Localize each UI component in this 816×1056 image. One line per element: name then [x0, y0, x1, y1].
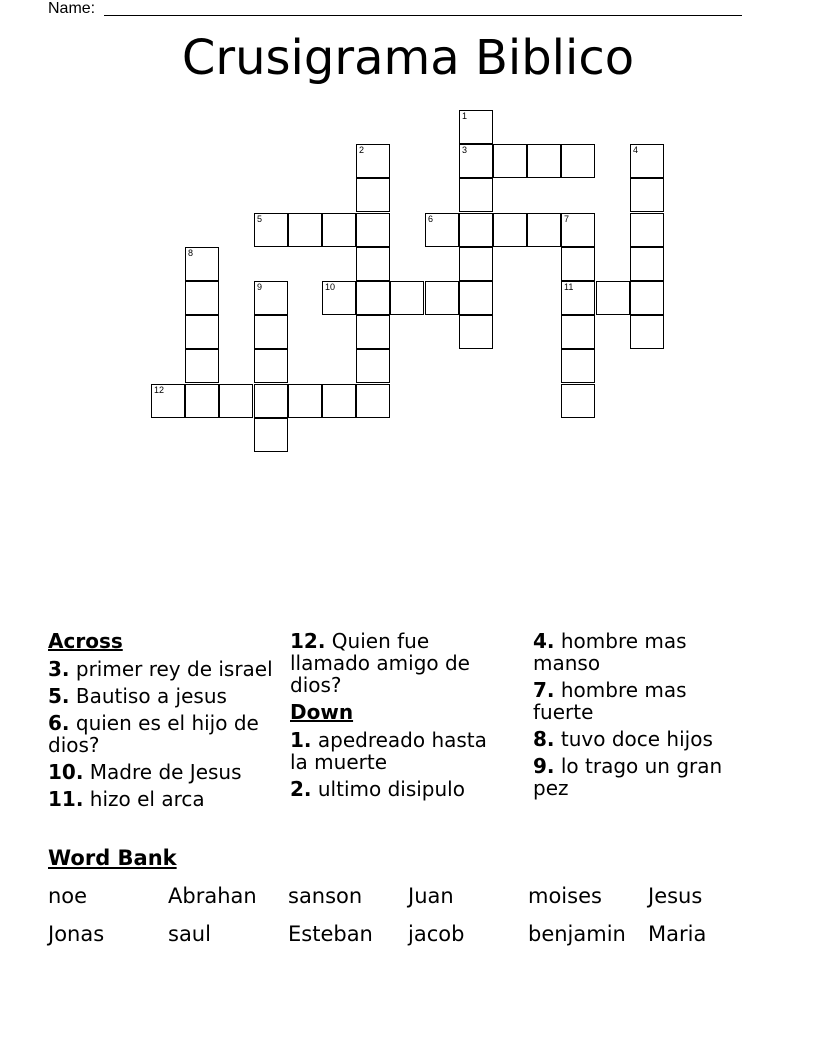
crossword-cell[interactable] — [630, 178, 664, 212]
crossword-cell[interactable] — [493, 144, 527, 178]
clue-text: hizo el arca — [89, 787, 205, 811]
crossword-cell-number: 10 — [325, 282, 336, 292]
clue-text: Madre de Jesus — [89, 760, 242, 784]
crossword-cell[interactable] — [390, 281, 424, 315]
clue-number: 1. — [290, 728, 312, 752]
clue-number: 2. — [290, 777, 312, 801]
clue-across-5 — [48, 685, 284, 707]
word-bank-heading: Word Bank — [48, 846, 177, 870]
crossword-cell-number: 3 — [462, 145, 468, 155]
word-bank-item: sanson — [288, 884, 363, 908]
name-blank-line[interactable] — [104, 15, 742, 16]
clue-number: 10. — [48, 760, 84, 784]
crossword-cell-number: 2 — [359, 145, 365, 155]
clue-down-9 — [533, 755, 753, 799]
crossword-cell-number: 4 — [633, 145, 639, 155]
across-heading: Across — [48, 629, 123, 653]
crossword-cell[interactable] — [254, 384, 288, 418]
name-label: Name: — [48, 0, 96, 17]
crossword-cell[interactable] — [356, 315, 390, 349]
clue-text: hombre mas fuerte — [533, 678, 687, 724]
crossword-cell[interactable] — [185, 349, 219, 383]
crossword-cell[interactable] — [219, 384, 253, 418]
crossword-cell[interactable] — [356, 178, 390, 212]
crossword-cell-number: 5 — [257, 214, 263, 224]
crossword-cell[interactable] — [254, 281, 288, 315]
crossword-cell[interactable] — [561, 349, 595, 383]
crossword-cell[interactable] — [561, 384, 595, 418]
clue-down-1 — [290, 729, 510, 773]
clue-down-7 — [533, 679, 753, 723]
crossword-cell[interactable] — [596, 281, 630, 315]
crossword-cell[interactable] — [288, 384, 322, 418]
page-title: Crusigrama Biblico — [181, 30, 635, 86]
clue-down-8 — [533, 728, 753, 750]
clue-number: 4. — [533, 629, 555, 653]
clue-number: 5. — [48, 684, 70, 708]
crossword-cell[interactable] — [356, 247, 390, 281]
clue-text: quien es el hijo de dios? — [48, 711, 259, 757]
crossword-cell[interactable] — [459, 110, 493, 144]
crossword-cell-number: 8 — [188, 248, 194, 258]
crossword-cell[interactable] — [459, 144, 493, 178]
crossword-cell[interactable] — [254, 349, 288, 383]
crossword-cell[interactable] — [561, 144, 595, 178]
clue-text: hombre mas manso — [533, 629, 687, 675]
word-bank-item: Juan — [408, 884, 454, 908]
crossword-cell[interactable] — [459, 178, 493, 212]
clues-column-3 — [533, 630, 753, 804]
clue-across-6 — [48, 712, 284, 756]
clue-down-2 — [290, 778, 510, 800]
name-line — [48, 0, 95, 18]
crossword-cell[interactable] — [459, 315, 493, 349]
crossword-cell[interactable] — [425, 281, 459, 315]
crossword-cell[interactable] — [561, 281, 595, 315]
word-bank-item: moises — [528, 884, 602, 908]
crossword-cell[interactable] — [356, 213, 390, 247]
crossword-cell-number: 11 — [564, 282, 574, 292]
clue-text: primer rey de israel — [75, 657, 273, 681]
clue-across-12 — [290, 630, 510, 696]
crossword-cell[interactable] — [630, 281, 664, 315]
clue-across-3 — [48, 658, 284, 680]
crossword-cell[interactable] — [356, 349, 390, 383]
word-bank-item: benjamin — [528, 922, 626, 946]
clues-column-2 — [290, 630, 510, 805]
crossword-cell[interactable] — [254, 315, 288, 349]
crossword-cell[interactable] — [527, 213, 561, 247]
clue-text: lo trago un gran pez — [533, 754, 723, 800]
clue-number: 7. — [533, 678, 555, 702]
clue-text: Bautiso a jesus — [75, 684, 227, 708]
crossword-cell[interactable] — [561, 213, 595, 247]
crossword-cell[interactable] — [527, 144, 561, 178]
clue-text: ultimo disipulo — [317, 777, 465, 801]
crossword-cell-number: 7 — [564, 214, 570, 224]
crossword-cell[interactable] — [561, 247, 595, 281]
word-bank-item: jacob — [408, 922, 465, 946]
clue-across-11 — [48, 788, 284, 810]
crossword-cell[interactable] — [493, 213, 527, 247]
crossword-cell[interactable] — [185, 315, 219, 349]
clue-number: 11. — [48, 787, 84, 811]
clue-across-10 — [48, 761, 284, 783]
clue-number: 6. — [48, 711, 70, 735]
crossword-cell[interactable] — [322, 384, 356, 418]
crossword-cell[interactable] — [151, 384, 185, 418]
crossword-cell[interactable] — [630, 144, 664, 178]
crossword-cell-number: 9 — [257, 282, 263, 292]
word-bank-item: Maria — [648, 922, 707, 946]
crossword-cell[interactable] — [254, 213, 288, 247]
crossword-cell[interactable] — [322, 281, 356, 315]
clue-number: 8. — [533, 727, 555, 751]
clue-number: 3. — [48, 657, 70, 681]
crossword-cell[interactable] — [254, 418, 288, 452]
crossword-cell[interactable] — [630, 213, 664, 247]
clue-text: tuvo doce hijos — [560, 727, 713, 751]
word-bank-item: noe — [48, 884, 88, 908]
word-bank-item: Abrahan — [168, 884, 257, 908]
clues-column-1 — [48, 630, 284, 815]
crossword-cell[interactable] — [185, 247, 219, 281]
clue-down-4 — [533, 630, 753, 674]
crossword-cell-number: 12 — [154, 385, 165, 395]
crossword-cell[interactable] — [185, 281, 219, 315]
word-bank-item: saul — [168, 922, 211, 946]
clue-text: apedreado hasta la muerte — [290, 728, 487, 774]
crossword-cell[interactable] — [425, 213, 459, 247]
crossword-cell[interactable] — [630, 247, 664, 281]
crossword-cell[interactable] — [356, 281, 390, 315]
crossword-cell[interactable] — [322, 213, 356, 247]
crossword-cell[interactable] — [356, 144, 390, 178]
crossword-cell[interactable] — [185, 384, 219, 418]
crossword-cell[interactable] — [459, 281, 493, 315]
crossword-cell-number: 6 — [428, 214, 434, 224]
word-bank-item: Jesus — [648, 884, 703, 908]
crossword-cell[interactable] — [288, 213, 322, 247]
word-bank-item: Jonas — [48, 922, 105, 946]
crossword-cell[interactable] — [459, 213, 493, 247]
down-heading: Down — [290, 700, 354, 724]
clue-number: 12. — [290, 629, 326, 653]
clue-number: 9. — [533, 754, 555, 778]
clue-text: Quien fue llamado amigo de dios? — [290, 629, 470, 697]
word-bank-item: Esteban — [288, 922, 373, 946]
crossword-cell[interactable] — [630, 315, 664, 349]
crossword-cell[interactable] — [459, 247, 493, 281]
crossword-cell[interactable] — [356, 384, 390, 418]
crossword-cell[interactable] — [561, 315, 595, 349]
crossword-cell-number: 1 — [462, 111, 468, 121]
